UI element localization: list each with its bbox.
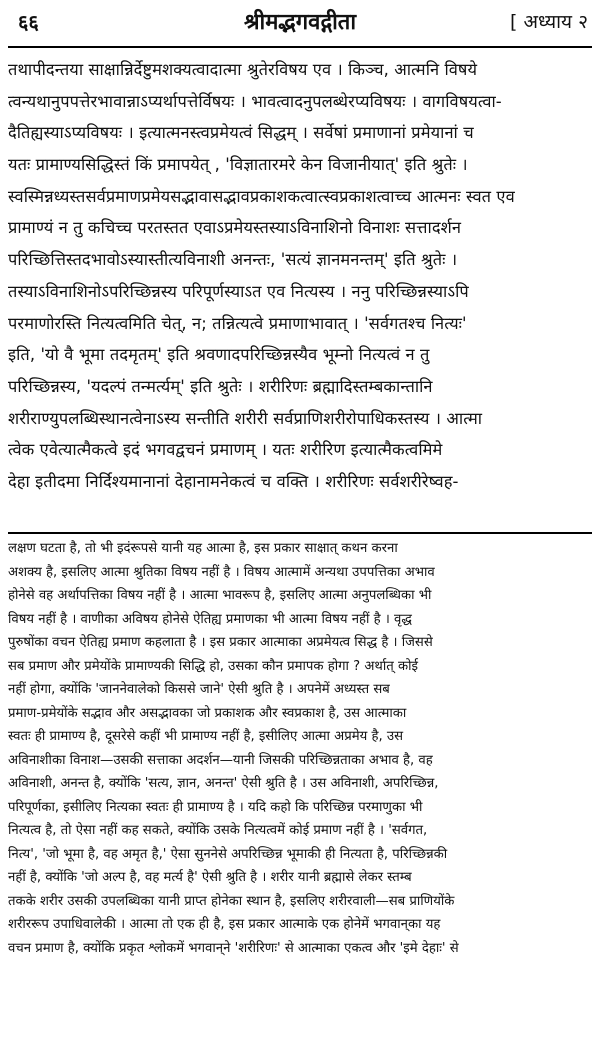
- sanskrit-line: देहा इतीदमा निर्दिश्यमानानां देहानामनेकत्वं च वक्ति । शरीरिणः सर्वशरीरेष्वह-: [8, 471, 459, 491]
- sanskrit-line: परिच्छिन्नस्य, 'यदल्पं तन्मर्त्यम्' इति श्रुतेः । शरीरिणः ब्रह्मादिस्तम्बकान्तानि: [8, 376, 433, 396]
- hindi-line: अशक्य है, इसलिए आत्मा श्रुतिका विषय नहीं है । विषय आत्मामें अन्यथा उपपत्तिका अभाव: [8, 564, 435, 580]
- hindi-line: नित्यत्व है, तो ऐसा नहीं कह सकते, क्योंकि उसके नित्यत्वमें कोई प्रमाण नहीं है । 'सर्वगत,: [8, 823, 428, 838]
- sanskrit-line: परिच्छित्तिस्तदभावोऽस्यास्तीत्यविनाशी अनन्तः, 'सत्यं ज्ञानमनन्तम्' इति श्रुतेः ।: [8, 250, 458, 270]
- hindi-line: नहीं होगा, क्योंकि 'जाननेवालेको किससे जाने' ऐसी श्रुति है । अपनेमें अध्यस्त सब: [8, 682, 390, 697]
- header-divider: [8, 46, 592, 48]
- hindi-line: नहीं है, क्योंकि 'जो अल्प है, वह मर्त्य है' ऐसी श्रुति है । शरीर यानी ब्रह्मासे लेकर स्तम्ब: [8, 870, 412, 885]
- hindi-line: होनेसे वह अर्थापत्तिका विषय नहीं है । आत्मा भावरूप है, इसलिए आत्मा अनुपलब्धिका भी: [8, 588, 432, 603]
- hindi-line: नित्य', 'जो भूमा है, वह अमृत है,' ऐसा सुननेसे अपरिच्छिन्न भूमाकी ही नित्यता है, परिच्छिन्नकी: [8, 846, 448, 862]
- sanskrit-line: इति, 'यो वै भूमा तदमृतम्' इति श्रवणादपरिच्छिन्नस्यैव भूम्नो नित्यत्वं न तु: [8, 345, 430, 365]
- hindi-line: शरीररूप उपाधिवालेकी । आत्मा तो एक ही है, इस प्रकार आत्माके एक होनेमें भगवान्‌का यह: [8, 917, 441, 932]
- hindi-line: परिपूर्णका, इसीलिए नित्यका स्वतः ही प्रामाण्य है । यदि कहो कि परिच्छिन्न परमाणुका भी: [8, 799, 423, 815]
- hindi-line: पुरुषोंका वचन ऐतिह्य प्रमाण कहलाता है । इस प्रकार आत्माका अप्रमेयत्व सिद्ध है । जिससे: [8, 635, 433, 650]
- hindi-line: प्रमाण-प्रमेयोंके सद्भाव और असद्भावका जो प्रकाशक और स्वप्रकाश है, उस आत्माका: [8, 705, 407, 721]
- sanskrit-line: तथापीदन्तया साक्षान्निर्देष्टुमशक्यत्वादात्मा श्रुतेरविषय एव । किञ्च, आत्मनि विषये: [8, 60, 478, 79]
- hindi-line: वचन प्रमाण है, क्योंकि प्रकृत श्लोकमें भगवान्‌ने 'शरीरिणः' से आत्माका एकत्व और 'इमे देहाः' से: [8, 940, 459, 956]
- hindi-line: लक्षण घटता है, तो भी इदंरूपसे यानी यह आत्मा है, इस प्रकार साक्षात् कथन करना: [8, 541, 398, 556]
- hindi-line: तकके शरीर उसकी उपलब्धिका यानी प्राप्त होनेका स्थान है, इसलिए शरीरवाली—सब प्राणियोंके: [8, 893, 455, 909]
- page-header: [0, 0, 600, 46]
- sanskrit-line: शरीराण्युपलब्धिस्थानत्वेनाऽस्य सन्तीति शरीरी सर्वप्राणिशरीरोपाधिकस्तस्य । आत्मा: [8, 408, 483, 428]
- chapter-label: [ अध्याय २: [510, 11, 588, 33]
- hindi-line: सब प्रमाण और प्रमेयोंके प्रामाण्यकी सिद्धि हो, उसका कौन प्रमापक होगा ? अर्थात् कोई: [8, 658, 418, 674]
- book-title: श्रीमद्भगवद्गीता: [243, 10, 357, 35]
- section-divider: [8, 532, 592, 534]
- sanskrit-commentary: [8, 54, 592, 498]
- sanskrit-line: दैतिह्यस्याऽप्यविषयः । इत्यात्मनस्त्वप्रमेयत्वं सिद्धम् । सर्वेषां प्रमाणानां प्रमेयानां च: [8, 123, 474, 143]
- hindi-translation: [8, 537, 592, 960]
- hindi-line: अविनाशी, अनन्त है, क्योंकि 'सत्य, ज्ञान, अनन्त' ऐसी श्रुति है । उस अविनाशी, अपरिच्छिन्न,: [8, 776, 439, 791]
- sanskrit-line: त्वन्यथानुपपत्तेरभावान्नाऽप्यर्थापत्तेर्विषयः । भावत्वादनुपलब्धेरप्यविषयः । वागविषयत्वा-: [8, 91, 502, 111]
- sanskrit-line: तस्याऽविनाशिनोऽपरिच्छिन्नस्य परिपूर्णस्याऽत एव नित्यस्य । ननु परिच्छिन्नस्याऽपि: [8, 281, 469, 301]
- sanskrit-line: यतः प्रामाण्यसिद्धिस्तं किं प्रमापयेत् , 'विज्ञातारमरे केन विजानीयात्' इति श्रुतेः ।: [8, 155, 468, 175]
- hindi-line: स्वतः ही प्रामाण्य है, दूसरेसे कहीं भी प्रामाण्य नहीं है, इसीलिए आत्मा अप्रमेय है, उस: [8, 729, 403, 744]
- sanskrit-line: परमाणोरस्ति नित्यत्वमिति चेत्, न; तन्नित्यत्वे प्रमाणाभावात् । 'सर्वगतश्च नित्यः': [8, 313, 467, 333]
- sanskrit-line: प्रामाण्यं न तु कचिच्च परतस्तत एवाऽप्रमेयस्तस्याऽविनाशिनो विनाशः सत्तादर्शन: [8, 218, 462, 238]
- sanskrit-line: स्वस्मिन्नध्यस्तसर्वप्रमाणप्रमेयसद्भावासद्भावप्रकाशकत्वात्स्वप्रकाशत्वाच्च आत्मनः स्वत एव: [8, 186, 515, 206]
- hindi-line: अविनाशीका विनाश—उसकी सत्ताका अदर्शन—यानी जिसकी परिच्छिन्नताका अभाव है, वह: [8, 752, 433, 768]
- page-number: ६६: [18, 10, 39, 34]
- hindi-line: विषय नहीं है । वाणीका अविषय होनेसे ऐतिह्य प्रमाणका भी आत्मा विषय नहीं है । वृद्ध: [8, 611, 412, 627]
- sanskrit-line: त्वेक एवेत्यात्मैकत्वे इदं भगवद्वचनं प्रमाणम् । यतः शरीरिण इत्यात्मैकत्वमिमे: [8, 440, 443, 460]
